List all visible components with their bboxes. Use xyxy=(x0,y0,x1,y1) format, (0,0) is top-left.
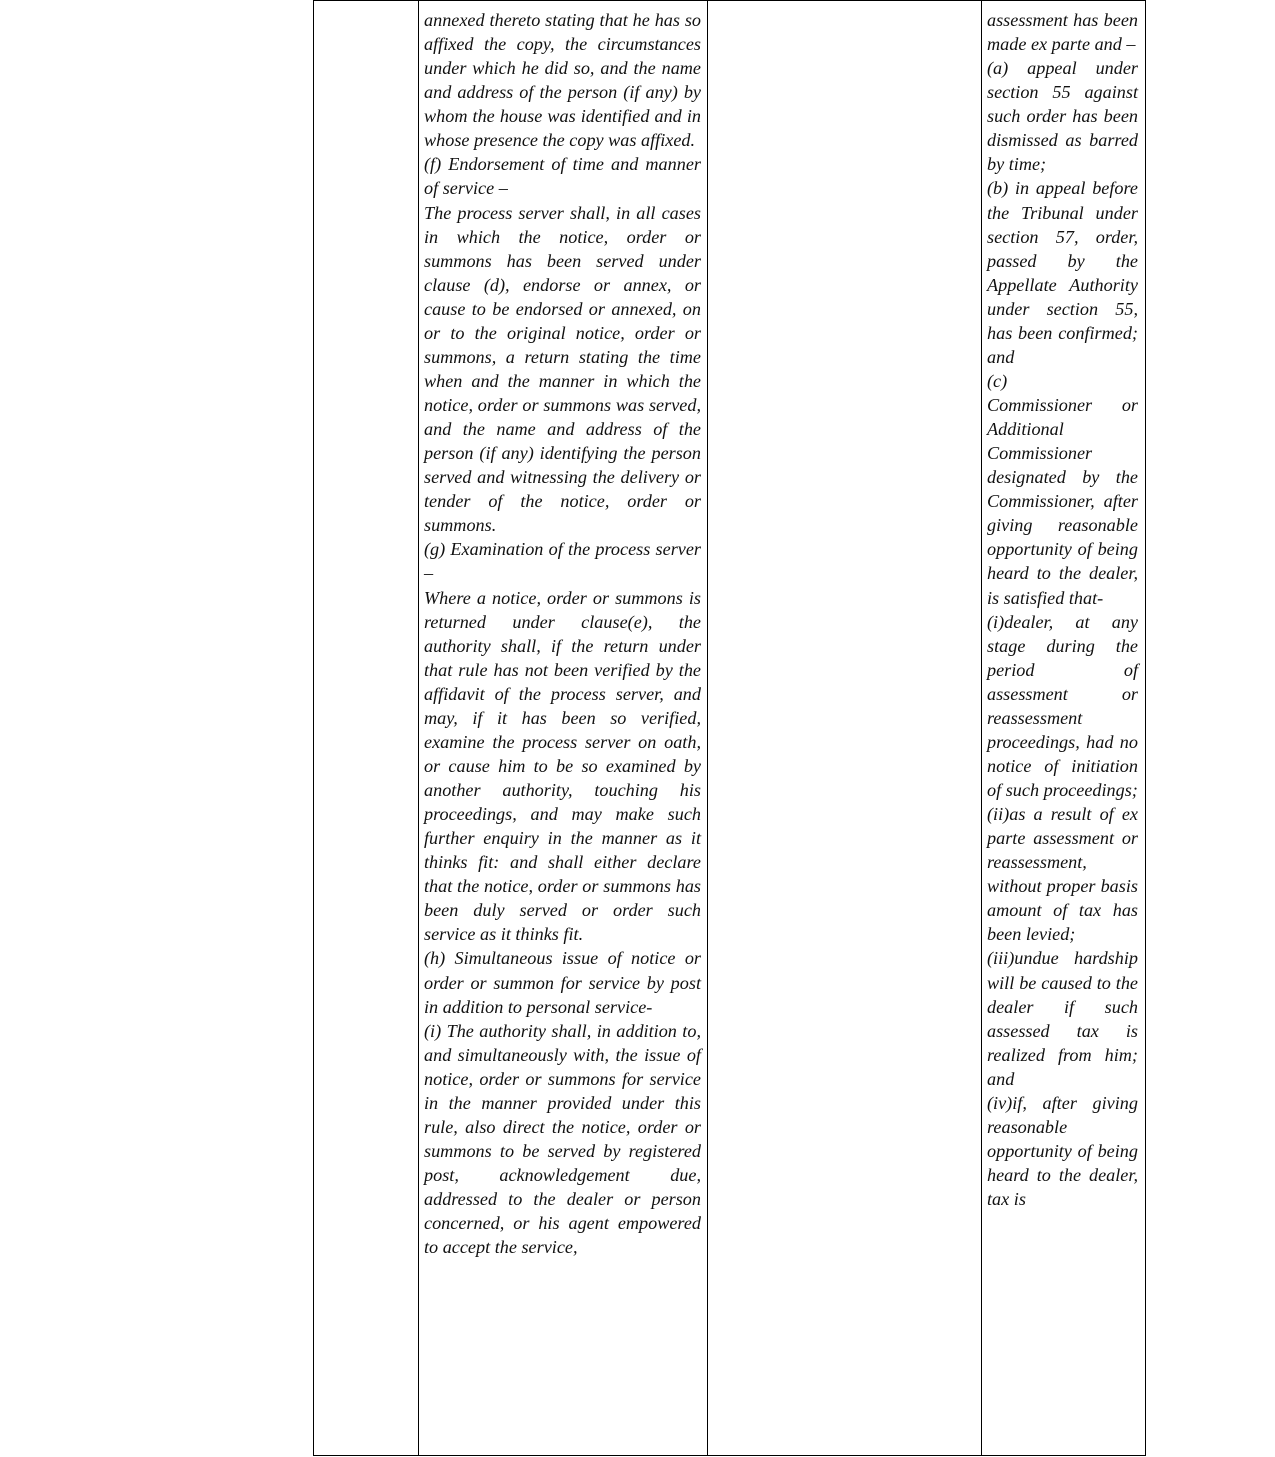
rule-paragraph: The process server shall, in all cases in which the notice, order or summons has been served under clause (d), endorse or annex, or cause to be endorsed or annexed, on or to the original notice, order or summons, a return stating the time when and the manner in which the notice, order or summons was served, and the name and address of the person (if any) identifying the person served and witnessing the delivery or tender of the notice, order or summons. xyxy=(424,202,701,536)
amendment-paragraph: (ii)as a result of ex parte assessment or reassessment, without proper basis amount of tax has been levied; xyxy=(987,804,1138,945)
rule-text-block xyxy=(419,1,707,1259)
amendment-paragraph: (iii)undue hardship will be caused to the dealer if such assessed tax is realized from him; and xyxy=(987,948,1138,1089)
blank-column-cell xyxy=(708,1,982,1456)
rule-paragraph: Where a notice, order or summons is returned under clause(e), the authority shall, if the return under that rule has not been verified by the affidavit of the process server, and may, if it has been so verified, examine the process server on oath, or cause him to be so examined by another authority, touching his proceedings, and may make such further enquiry in the manner as it thinks fit: and shall either declare that the notice, order or summons has been duly served or order such service as it thinks fit. xyxy=(424,587,701,945)
rule-paragraph: (f) Endorsement of time and manner of service – xyxy=(424,154,701,199)
amendment-paragraph: (i)dealer, at any stage during the period of assessment or reassessment proceedings, had no notice of initiation of such proceedings; xyxy=(987,611,1138,800)
amendment-paragraph: (a) appeal under section 55 against such order has been dismissed as barred by time; xyxy=(987,58,1138,175)
amendment-paragraph: (b) in appeal before the Tribunal under section 57, order, passed by the Appellate Authority under section 55, has been confirmed; and xyxy=(987,178,1138,367)
amendment-text-cell xyxy=(982,1,1146,1456)
rule-paragraph: annexed thereto stating that he has so affixed the copy, the circumstances under which he did so, and the name and address of the person (if any) by whom the house was identified and in whose presence the copy was affixed. xyxy=(424,10,701,151)
rule-paragraph: (h) Simultaneous issue of notice or order or summon for service by post in addition to personal service- xyxy=(424,948,701,1017)
rule-text-cell xyxy=(419,1,708,1456)
rule-paragraph: (g) Examination of the process server – xyxy=(424,539,701,584)
rule-paragraph: (i) The authority shall, in addition to, and simultaneously with, the issue of notice, order or summons for service in the manner provided under this rule, also direct the notice, order or summons to be served by registered post, acknowledgement due, addressed to the dealer or person concerned, or his agent empowered to accept the service, xyxy=(424,1020,701,1258)
document-table xyxy=(313,0,1146,1456)
amendment-text-block xyxy=(982,1,1145,1211)
amendment-paragraph: assessment has been made ex parte and – xyxy=(987,10,1138,55)
serial-column-cell xyxy=(314,1,419,1456)
table-row xyxy=(314,1,1146,1456)
amendment-paragraph: (iv)if, after giving reasonable opportunity of being heard to the dealer, tax is xyxy=(987,1092,1138,1210)
amendment-paragraph: Commissioner or Additional Commissioner designated by the Commissioner, after giving reasonable opportunity of being heard to the dealer, is satisfied that- xyxy=(987,395,1138,608)
amendment-paragraph: (c) xyxy=(987,370,1008,391)
